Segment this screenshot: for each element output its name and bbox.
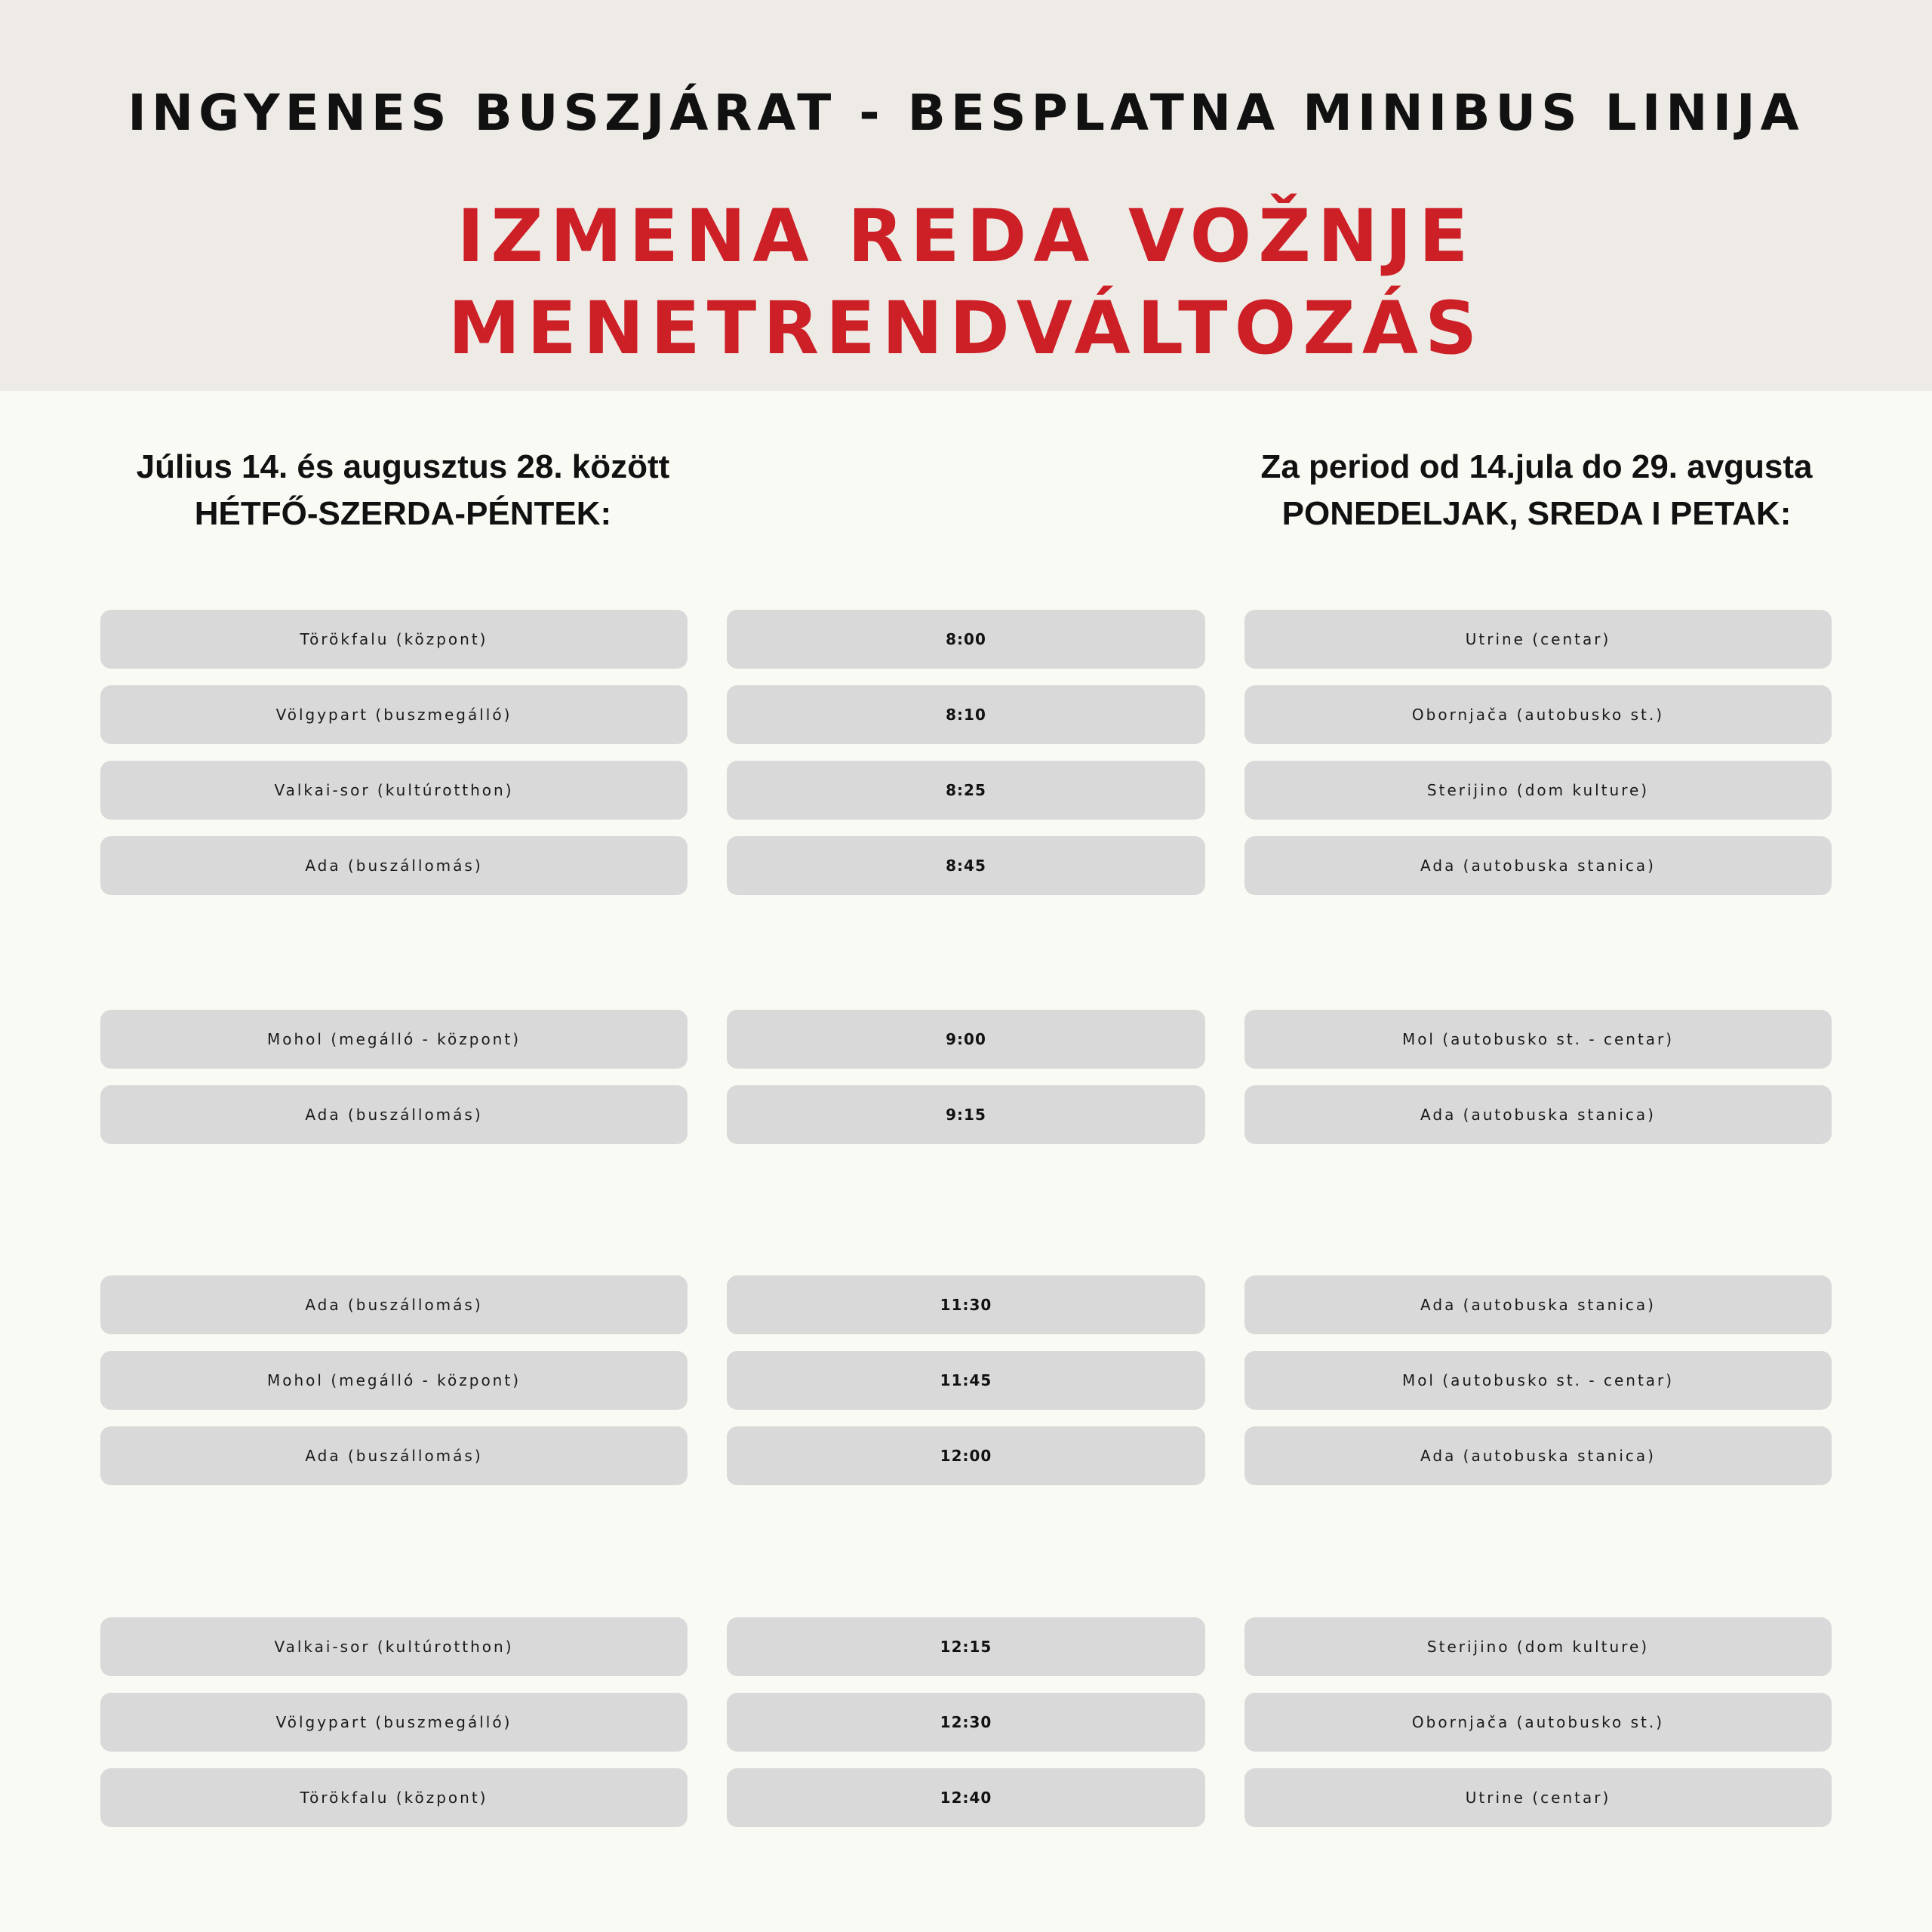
- departure-time: 12:00: [727, 1426, 1205, 1485]
- stop-hungarian: Ada (buszállomás): [100, 1426, 688, 1485]
- stop-serbian: Ada (autobuska stanica): [1244, 1085, 1832, 1144]
- stop-hungarian: Törökfalu (központ): [100, 1768, 688, 1827]
- stop-hungarian: Ada (buszállomás): [100, 836, 688, 895]
- stop-serbian: Ada (autobuska stanica): [1244, 1426, 1832, 1485]
- stop-serbian: Mol (autobusko st. - centar): [1244, 1010, 1832, 1069]
- stop-serbian: Utrine (centar): [1244, 610, 1832, 669]
- title-hungarian: MENETRENDVÁLTOZÁS: [448, 286, 1484, 371]
- title-serbian: IZMENA REDA VOŽNJE: [457, 194, 1475, 278]
- schedule-row: [0, 1010, 1932, 1069]
- top-title: INGYENES BUSZJÁRAT - BESPLATNA MINIBUS LINIJA: [128, 84, 1804, 142]
- schedule-group: [0, 1275, 1932, 1502]
- hungarian-days: HÉTFŐ-SZERDA-PÉNTEK:: [194, 495, 612, 532]
- schedule-row: [0, 685, 1932, 744]
- departure-time: 11:30: [727, 1275, 1205, 1334]
- stop-hungarian: Völgypart (buszmegálló): [100, 1693, 688, 1752]
- stop-serbian: Ada (autobuska stanica): [1244, 836, 1832, 895]
- schedule-row: [0, 610, 1932, 669]
- schedule-row: [0, 1085, 1932, 1144]
- schedule-group: [0, 1617, 1932, 1844]
- departure-time: 12:30: [727, 1693, 1205, 1752]
- departure-time: 12:15: [727, 1617, 1205, 1676]
- departure-time: 12:40: [727, 1768, 1205, 1827]
- schedule-row: [0, 1351, 1932, 1410]
- schedule-group: [0, 1010, 1932, 1161]
- schedule-row: [0, 1693, 1932, 1752]
- stop-serbian: Ada (autobuska stanica): [1244, 1275, 1832, 1334]
- schedule-row: [0, 1617, 1932, 1676]
- hungarian-period: Július 14. és augusztus 28. között: [136, 448, 670, 485]
- departure-time: 9:15: [727, 1085, 1205, 1144]
- stop-hungarian: Ada (buszállomás): [100, 1085, 688, 1144]
- schedule-row: [0, 761, 1932, 820]
- stop-hungarian: Völgypart (buszmegálló): [100, 685, 688, 744]
- departure-time: 9:00: [727, 1010, 1205, 1069]
- departure-time: 8:10: [727, 685, 1205, 744]
- stop-hungarian: Ada (buszállomás): [100, 1275, 688, 1334]
- schedule-group: [0, 610, 1932, 912]
- stop-serbian: Sterijino (dom kulture): [1244, 761, 1832, 820]
- schedule-row: [0, 1426, 1932, 1485]
- stop-hungarian: Mohol (megálló - központ): [100, 1351, 688, 1410]
- departure-time: 11:45: [727, 1351, 1205, 1410]
- stop-serbian: Mol (autobusko st. - centar): [1244, 1351, 1832, 1410]
- schedule-row: [0, 836, 1932, 895]
- stop-serbian: Sterijino (dom kulture): [1244, 1617, 1832, 1676]
- departure-time: 8:45: [727, 836, 1205, 895]
- serbian-period: Za period od 14.jula do 29. avgusta: [1260, 448, 1813, 485]
- stop-serbian: Obornjača (autobusko st.): [1244, 1693, 1832, 1752]
- departure-time: 8:25: [727, 761, 1205, 820]
- departure-time: 8:00: [727, 610, 1205, 669]
- stop-hungarian: Mohol (megálló - központ): [100, 1010, 688, 1069]
- schedule-row: [0, 1768, 1932, 1827]
- serbian-days: PONEDELJAK, SREDA I PETAK:: [1281, 495, 1792, 532]
- stop-hungarian: Törökfalu (központ): [100, 610, 688, 669]
- stop-hungarian: Valkai-sor (kultúrotthon): [100, 1617, 688, 1676]
- stop-serbian: Obornjača (autobusko st.): [1244, 685, 1832, 744]
- stop-hungarian: Valkai-sor (kultúrotthon): [100, 761, 688, 820]
- stop-serbian: Utrine (centar): [1244, 1768, 1832, 1827]
- schedule-row: [0, 1275, 1932, 1334]
